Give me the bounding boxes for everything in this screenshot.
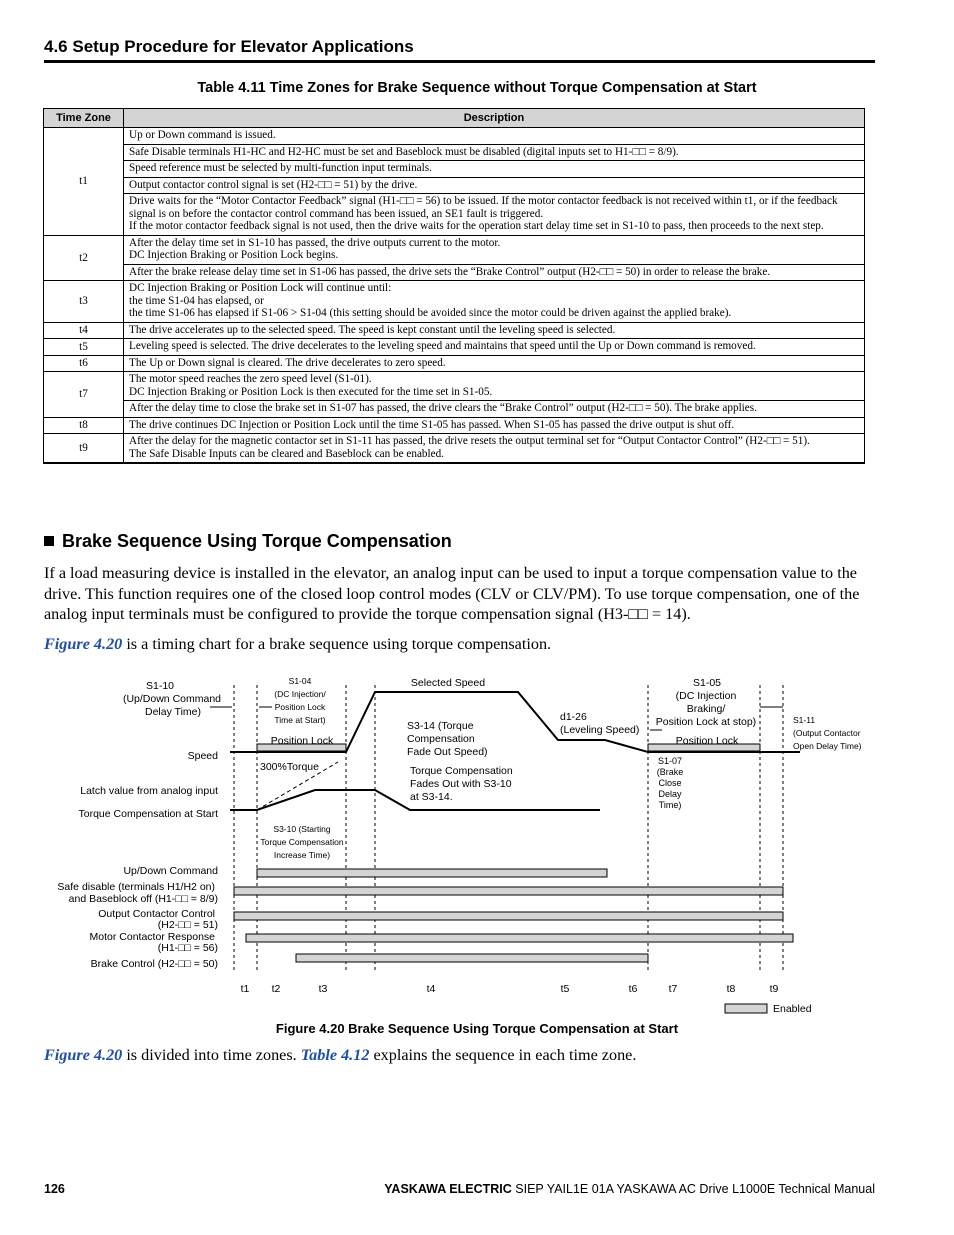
label-d126: d1-26 [560,711,587,723]
label-occ1: Output Contactor Control [98,908,215,920]
table-row [44,401,865,418]
footer-doc-info [384,1182,875,1196]
bar-safe-disable [234,887,783,895]
zone-label: t2 [271,983,281,995]
description-cell: The motor speed reaches the zero speed level (S1-01). DC Injection Braking or Position Lock is then executed for the time set in S1-05. [124,372,865,401]
table-row [44,161,865,178]
zone-label: t7 [668,983,678,995]
label-s104d: Time at Start) [274,715,326,725]
zone-label: t4 [426,983,436,995]
label-updown: Up/Down Command [123,865,218,877]
time-zone-cell: t6 [44,355,124,372]
label-s314b: Compensation [407,733,475,745]
time-zone-cell: t2 [44,235,124,281]
table-row [44,417,865,434]
figure-caption: Figure 4.20 Brake Sequence Using Torque Compensation at Start [275,1021,679,1036]
zone-label: t1 [240,983,250,995]
label-s111c: Open Delay Time) [793,741,862,751]
table-caption: Table 4.11 Time Zones for Brake Sequence without Torque Compensation at Start [197,80,757,96]
time-zone-cell: t1 [44,128,124,236]
table-row [44,264,865,281]
paragraph-intro: If a load measuring device is installed in the elevator, an analog input can be used to input a torque compensation value to the drive. This function requires one of the closed loop control modes (CLV or CLV/PM). To use torque compensation, one of the analog input terminals must be configured to provide the torque compensation signal (H3-□□ = 14). [44,564,860,623]
time-zone-cell: t7 [44,372,124,418]
bar-output-contactor [234,912,783,920]
table-row [44,235,865,264]
label-s310b: Torque Compensation [260,837,344,847]
table-row [44,194,865,236]
label-s104: S1-04 [288,676,312,686]
table-row [44,434,865,464]
description-cell: Output contactor control signal is set (H2-□□ = 51) by the drive. [124,177,865,194]
zone-label: t3 [318,983,328,995]
label-d126b: (Leveling Speed) [560,724,640,736]
label-s111: S1-11 [793,715,816,725]
description-cell: Drive waits for the “Motor Contactor Feedback” signal (H1-□□ = 56) to be issued. If the motor contactor feedback is not received within t1, or if the feedback signal is on before the contactor control command has been issued, an SE1 fault is triggered. If the motor contactor feedback signal is not used, then the drive waits for the operation start delay time set in S1-10 to pass, then proceeds to the next step. [124,194,865,236]
label-safe1: Safe disable (terminals H1/H2 on) [57,881,215,893]
paragraph-figure-ref [44,634,876,655]
description-cell: The Up or Down signal is cleared. The drive decelerates to zero speed. [124,355,865,372]
bar-brake-control [296,954,648,962]
label-mcr2: (H1-□□ = 56) [157,942,218,954]
label-latch: Latch value from analog input [80,785,218,797]
zone-label: t5 [560,983,570,995]
label-s107c: Close [658,778,682,788]
label-position-lock-start: Position Lock [270,735,334,747]
zone-label: t9 [769,983,779,995]
subsection-title: Brake Sequence Using Torque Compensation [62,531,452,551]
col-header-description: Description [124,109,865,128]
label-fadec: at S3-14. [410,791,453,803]
description-cell: After the delay for the magnetic contactor set in S1-11 has passed, the drive resets the output terminal set for “Output Contactor Control” (H2-□□ = 51). The Safe Disable Inputs can be cleared and Baseblock can be enabled. [124,434,865,464]
label-s314c: Fade Out Speed) [407,746,488,758]
description-cell: After the brake release delay time set in S1-06 has passed, the drive sets the “Brake Control” output (H2-□□ = 50) in order to release the brake. [124,264,865,281]
bar-updown-command [257,869,607,877]
time-zone-cell: t4 [44,322,124,339]
description-cell: After the delay time set in S1-10 has passed, the drive outputs current to the motor. DC Injection Braking or Position Lock begins. [124,235,865,264]
label-fadeb: Fades Out with S3-10 [410,778,512,790]
zone-label: t8 [726,983,736,995]
label-speed: Speed [187,750,218,762]
time-zone-table [43,108,865,464]
label-s314: S3-14 (Torque [407,720,474,732]
time-zone-cell: t5 [44,339,124,356]
legend-enabled-label: Enabled [773,1003,812,1015]
label-selected-speed: Selected Speed [410,677,486,689]
label-s105b: (DC Injection [675,690,737,702]
label-s111b: (Output Contactor [793,728,861,738]
subsection-heading [44,531,452,552]
label-s104b: (DC Injection/ [274,689,326,699]
table-row [44,322,865,339]
label-s110c: Delay Time) [144,706,202,718]
label-s105c: Braking/ [686,703,726,715]
table-row [44,355,865,372]
table-row [44,128,865,145]
description-cell: The drive continues DC Injection or Position Lock until the time S1-05 has passed. When S1-05 has passed the drive output is shut off. [124,417,865,434]
paragraph-text: is a timing chart for a brake sequence using torque compensation. [122,635,552,653]
label-300-torque: 300%Torque [260,761,319,773]
table-link[interactable]: Table 4.12 [300,1046,370,1064]
label-s107: S1-07 [657,756,683,766]
bar-motor-contactor [246,934,793,942]
legend-enabled-swatch [725,1004,767,1013]
label-s107d: Delay [658,789,682,799]
table-row [44,144,865,161]
closing-text-end: explains the sequence in each time zone. [369,1046,637,1064]
label-s110: S1-10 [145,680,175,692]
description-cell: The drive accelerates up to the selected speed. The speed is kept constant until the leveling speed is selected. [124,322,865,339]
zone-label: t6 [628,983,638,995]
col-header-time-zone: Time Zone [44,109,124,128]
timing-chart [40,670,880,1015]
label-s107b: (Brake [656,767,684,777]
closing-text: is divided into time zones. [122,1046,301,1064]
label-s105d: Position Lock at stop) [655,716,757,728]
time-zone-cell: t9 [44,434,124,464]
section-title: 4.6 Setup Procedure for Elevator Applications [44,37,414,56]
page-number: 126 [44,1182,65,1196]
label-s110b: (Up/Down Command [122,693,222,705]
table-row [44,372,865,401]
label-s107e: Time) [658,800,682,810]
description-cell: Safe Disable terminals H1-HC and H2-HC must be set and Baseblock must be disabled (digital inputs set to H1-□□ = 8/9). [124,144,865,161]
label-torque-comp: Torque Compensation at Start [78,808,218,820]
description-cell: DC Injection Braking or Position Lock will continue until: the time S1-04 has elapsed, or the time S1-06 has elapsed if S1-06 > S1-04 (this setting should be avoided since the motor could be driven against the applied brake). [124,281,865,323]
label-s105: S1-05 [692,677,722,689]
time-zone-cell: t3 [44,281,124,323]
figure-link[interactable]: Figure 4.20 [44,635,123,653]
table-header-row [44,109,865,128]
table-row [44,339,865,356]
description-cell: Leveling speed is selected. The drive decelerates to the leveling speed and maintains that speed until the Up or Down command is removed. [124,339,865,356]
figure-link[interactable]: Figure 4.20 [44,1046,123,1064]
label-mcr1: Motor Contactor Response [89,931,215,943]
table-row [44,281,865,323]
label-brake: Brake Control (H2-□□ = 50) [90,958,218,970]
description-cell: Up or Down command is issued. [124,128,865,145]
table-row [44,177,865,194]
footer-doc-title: SIEP YAIL1E 01A YASKAWA AC Drive L1000E Technical Manual [511,1182,875,1196]
description-cell: After the delay time to close the brake set in S1-07 has passed, the drive clears the “Brake Control” output (H2-□□ = 50). The brake applies. [124,401,865,418]
label-s310: S3-10 (Starting [273,824,331,834]
time-zone-cell: t8 [44,417,124,434]
header-rule [44,60,875,63]
label-s310c: Increase Time) [273,850,331,860]
table-body [44,128,865,464]
label-fade: Torque Compensation [410,765,513,777]
closing-paragraph [44,1045,876,1066]
label-position-lock-stop: Position Lock [675,735,739,747]
description-cell: Speed reference must be selected by multi-function input terminals. [124,161,865,178]
square-bullet-icon [44,536,54,546]
label-occ2: (H2-□□ = 51) [157,919,218,931]
label-s104c: Position Lock [274,702,326,712]
label-safe2: and Baseblock off (H1-□□ = 8/9) [68,893,218,905]
time-zone-labels [241,983,779,995]
footer-brand: YASKAWA ELECTRIC [384,1182,512,1196]
